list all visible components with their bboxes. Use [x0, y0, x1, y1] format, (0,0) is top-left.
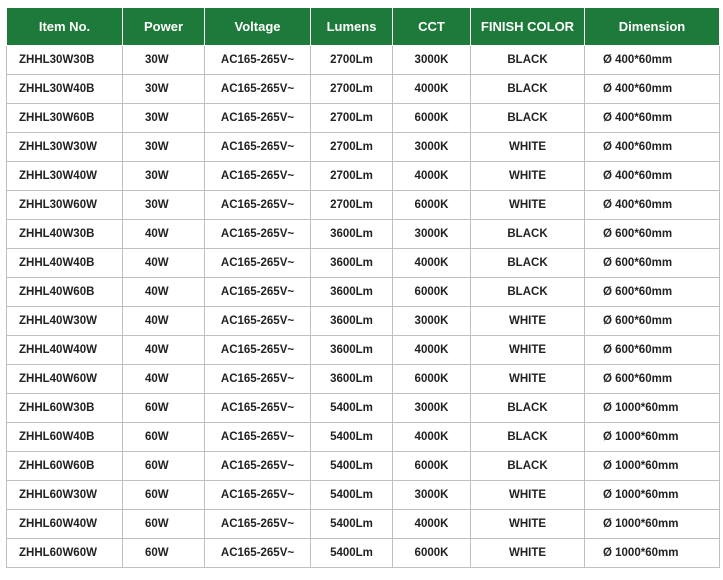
cell-voltage: AC165-265V~	[205, 307, 311, 336]
table-row	[7, 481, 720, 510]
cell-dimension: Ø 600*60mm	[585, 365, 720, 394]
cell-item-no: ZHHL30W60W	[7, 191, 123, 220]
cell-finish-color: BLACK	[471, 75, 585, 104]
cell-cct: 6000K	[393, 104, 471, 133]
cell-power: 60W	[123, 510, 205, 539]
cell-power: 40W	[123, 307, 205, 336]
cell-power: 40W	[123, 336, 205, 365]
cell-voltage: AC165-265V~	[205, 336, 311, 365]
cell-dimension: Ø 400*60mm	[585, 133, 720, 162]
cell-item-no: ZHHL30W60B	[7, 104, 123, 133]
cell-power: 40W	[123, 220, 205, 249]
cell-item-no: ZHHL40W60B	[7, 278, 123, 307]
cell-dimension: Ø 600*60mm	[585, 249, 720, 278]
table-row	[7, 278, 720, 307]
cell-cct: 3000K	[393, 307, 471, 336]
cell-finish-color: WHITE	[471, 162, 585, 191]
cell-dimension: Ø 1000*60mm	[585, 481, 720, 510]
cell-voltage: AC165-265V~	[205, 452, 311, 481]
header-power: Power	[123, 8, 205, 46]
cell-power: 60W	[123, 452, 205, 481]
table-row	[7, 307, 720, 336]
cell-dimension: Ø 600*60mm	[585, 220, 720, 249]
cell-power: 60W	[123, 481, 205, 510]
cell-voltage: AC165-265V~	[205, 423, 311, 452]
cell-cct: 3000K	[393, 133, 471, 162]
product-spec-table	[6, 7, 720, 568]
cell-voltage: AC165-265V~	[205, 365, 311, 394]
cell-power: 30W	[123, 191, 205, 220]
cell-voltage: AC165-265V~	[205, 249, 311, 278]
table-row	[7, 220, 720, 249]
cell-dimension: Ø 1000*60mm	[585, 452, 720, 481]
cell-item-no: ZHHL40W40B	[7, 249, 123, 278]
cell-item-no: ZHHL60W30W	[7, 481, 123, 510]
table-row	[7, 539, 720, 568]
cell-power: 60W	[123, 394, 205, 423]
table-row	[7, 75, 720, 104]
table-row	[7, 365, 720, 394]
cell-finish-color: BLACK	[471, 220, 585, 249]
cell-power: 40W	[123, 249, 205, 278]
table-row	[7, 336, 720, 365]
cell-cct: 6000K	[393, 365, 471, 394]
cell-lumens: 3600Lm	[311, 307, 393, 336]
cell-cct: 4000K	[393, 510, 471, 539]
cell-voltage: AC165-265V~	[205, 191, 311, 220]
cell-cct: 4000K	[393, 423, 471, 452]
cell-power: 30W	[123, 133, 205, 162]
cell-power: 30W	[123, 46, 205, 75]
cell-voltage: AC165-265V~	[205, 162, 311, 191]
cell-item-no: ZHHL60W60W	[7, 539, 123, 568]
cell-dimension: Ø 1000*60mm	[585, 394, 720, 423]
cell-item-no: ZHHL60W30B	[7, 394, 123, 423]
cell-dimension: Ø 400*60mm	[585, 104, 720, 133]
cell-voltage: AC165-265V~	[205, 220, 311, 249]
cell-cct: 4000K	[393, 162, 471, 191]
table-row	[7, 249, 720, 278]
cell-item-no: ZHHL40W30B	[7, 220, 123, 249]
cell-finish-color: WHITE	[471, 510, 585, 539]
cell-item-no: ZHHL40W40W	[7, 336, 123, 365]
header-finish-color: FINISH COLOR	[471, 8, 585, 46]
cell-cct: 4000K	[393, 336, 471, 365]
table-body	[7, 46, 720, 568]
table-row	[7, 394, 720, 423]
cell-finish-color: WHITE	[471, 133, 585, 162]
cell-cct: 6000K	[393, 191, 471, 220]
cell-lumens: 2700Lm	[311, 191, 393, 220]
cell-item-no: ZHHL60W60B	[7, 452, 123, 481]
cell-power: 60W	[123, 423, 205, 452]
table-row	[7, 162, 720, 191]
cell-cct: 6000K	[393, 452, 471, 481]
cell-finish-color: WHITE	[471, 365, 585, 394]
cell-power: 40W	[123, 365, 205, 394]
cell-finish-color: BLACK	[471, 423, 585, 452]
cell-cct: 6000K	[393, 539, 471, 568]
cell-item-no: ZHHL30W40W	[7, 162, 123, 191]
header-lumens: Lumens	[311, 8, 393, 46]
cell-power: 30W	[123, 104, 205, 133]
cell-voltage: AC165-265V~	[205, 46, 311, 75]
table-row	[7, 423, 720, 452]
cell-lumens: 3600Lm	[311, 278, 393, 307]
header-dimension: Dimension	[585, 8, 720, 46]
cell-cct: 6000K	[393, 278, 471, 307]
cell-item-no: ZHHL60W40W	[7, 510, 123, 539]
cell-voltage: AC165-265V~	[205, 75, 311, 104]
cell-voltage: AC165-265V~	[205, 104, 311, 133]
cell-power: 30W	[123, 75, 205, 104]
header-cct: CCT	[393, 8, 471, 46]
cell-finish-color: BLACK	[471, 249, 585, 278]
cell-voltage: AC165-265V~	[205, 481, 311, 510]
cell-dimension: Ø 400*60mm	[585, 191, 720, 220]
cell-finish-color: WHITE	[471, 336, 585, 365]
cell-dimension: Ø 600*60mm	[585, 278, 720, 307]
cell-cct: 3000K	[393, 394, 471, 423]
cell-finish-color: BLACK	[471, 452, 585, 481]
cell-power: 40W	[123, 278, 205, 307]
cell-dimension: Ø 400*60mm	[585, 46, 720, 75]
cell-finish-color: BLACK	[471, 104, 585, 133]
cell-dimension: Ø 1000*60mm	[585, 423, 720, 452]
cell-item-no: ZHHL30W30W	[7, 133, 123, 162]
cell-finish-color: WHITE	[471, 307, 585, 336]
cell-cct: 3000K	[393, 481, 471, 510]
cell-lumens: 3600Lm	[311, 336, 393, 365]
cell-finish-color: WHITE	[471, 481, 585, 510]
cell-lumens: 5400Lm	[311, 394, 393, 423]
cell-finish-color: WHITE	[471, 191, 585, 220]
cell-item-no: ZHHL30W30B	[7, 46, 123, 75]
cell-finish-color: BLACK	[471, 394, 585, 423]
cell-item-no: ZHHL40W30W	[7, 307, 123, 336]
cell-cct: 4000K	[393, 75, 471, 104]
table-row	[7, 452, 720, 481]
cell-lumens: 5400Lm	[311, 423, 393, 452]
cell-lumens: 2700Lm	[311, 46, 393, 75]
cell-dimension: Ø 1000*60mm	[585, 539, 720, 568]
cell-lumens: 3600Lm	[311, 249, 393, 278]
cell-power: 60W	[123, 539, 205, 568]
cell-lumens: 2700Lm	[311, 162, 393, 191]
cell-lumens: 2700Lm	[311, 133, 393, 162]
cell-lumens: 3600Lm	[311, 220, 393, 249]
cell-finish-color: WHITE	[471, 539, 585, 568]
cell-dimension: Ø 400*60mm	[585, 162, 720, 191]
cell-finish-color: BLACK	[471, 46, 585, 75]
cell-voltage: AC165-265V~	[205, 278, 311, 307]
cell-dimension: Ø 1000*60mm	[585, 510, 720, 539]
table-row	[7, 133, 720, 162]
cell-lumens: 5400Lm	[311, 539, 393, 568]
cell-dimension: Ø 600*60mm	[585, 307, 720, 336]
table-row	[7, 104, 720, 133]
cell-power: 30W	[123, 162, 205, 191]
header-row	[7, 8, 720, 46]
cell-item-no: ZHHL30W40B	[7, 75, 123, 104]
cell-item-no: ZHHL40W60W	[7, 365, 123, 394]
table-row	[7, 510, 720, 539]
cell-voltage: AC165-265V~	[205, 133, 311, 162]
header-item-no: Item No.	[7, 8, 123, 46]
table-row	[7, 46, 720, 75]
cell-voltage: AC165-265V~	[205, 510, 311, 539]
cell-finish-color: BLACK	[471, 278, 585, 307]
header-voltage: Voltage	[205, 8, 311, 46]
cell-dimension: Ø 400*60mm	[585, 75, 720, 104]
cell-voltage: AC165-265V~	[205, 539, 311, 568]
cell-lumens: 5400Lm	[311, 452, 393, 481]
cell-lumens: 3600Lm	[311, 365, 393, 394]
table-row	[7, 191, 720, 220]
cell-lumens: 5400Lm	[311, 510, 393, 539]
cell-lumens: 2700Lm	[311, 75, 393, 104]
cell-item-no: ZHHL60W40B	[7, 423, 123, 452]
cell-lumens: 5400Lm	[311, 481, 393, 510]
cell-cct: 3000K	[393, 46, 471, 75]
cell-lumens: 2700Lm	[311, 104, 393, 133]
cell-cct: 3000K	[393, 220, 471, 249]
cell-cct: 4000K	[393, 249, 471, 278]
cell-dimension: Ø 600*60mm	[585, 336, 720, 365]
cell-voltage: AC165-265V~	[205, 394, 311, 423]
